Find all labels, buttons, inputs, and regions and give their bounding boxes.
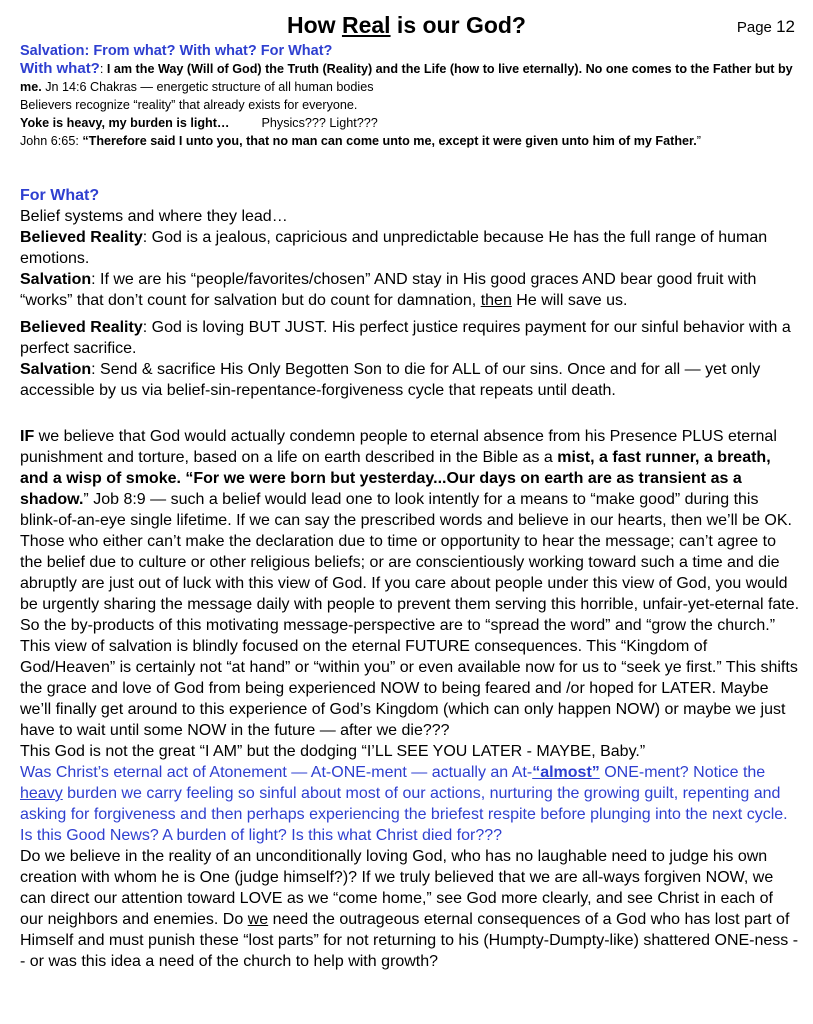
john-quote-end: ”: [696, 134, 701, 148]
with-what-text: I am the Way (Will of God) the Truth (Reality) and the Life (how to live eternally). No one comes to the Father but by me.: [20, 62, 793, 94]
yoke-text: Yoke is heavy, my burden is light…: [20, 116, 230, 130]
for-what-heading: For What?: [20, 187, 100, 204]
s1-text-a: : If we are his “people/favorites/chosen” AND stay in His good graces AND bear good fruit with “works” that don’t count for salvation but do count for damnation,: [20, 271, 757, 309]
for-what-section: [20, 185, 800, 401]
page-number-value: 12: [776, 17, 795, 36]
s2-label: Salvation: [20, 361, 92, 378]
belief-systems-line: Belief systems and where they lead…: [20, 208, 288, 225]
if-paragraph: [20, 426, 800, 636]
br1-label: Believed Reality: [20, 229, 143, 246]
with-what-label: With what?: [20, 60, 100, 77]
we-emphasis: we: [247, 911, 269, 928]
if-text-b: ” Job 8:9 — such a belief would lead one to look intently for a means to “make good” during this blink-of-an-eye single lifetime. If we can say the prescribed words and believe in our hearts, then we’ll be OK. Those who either can’t make the declaration due to time or opportunity to hear the message; can’t agree to the belief due to culture or other religious beliefs; or are conscientiously working toward such a time and die abruptly are just out of luck with this view of God. If you care about people under this view of God, you would be urgently sharing the message daily with people to prevent them serving this horrible, unfair-yet-eternal fate. So the by-products of this motivating message-perspective are to “spread the word” and “grow the church.”: [20, 491, 800, 634]
if-bold: mist, a fast runner, a breath, and a wisp of smoke. “For we were born but yesterday...Our days on earth are as transient as a shadow.: [20, 449, 771, 508]
atonement-text-c: burden we carry feeling so sinful about most of our actions, nurturing the growing guilt, repenting and asking for forgiveness and then perhaps experiencing the briefest respite before plunging into the next cycle. Is this Good News? A burden of light? Is this what Christ died for???: [20, 785, 788, 844]
atonement-text-b: ONE-ment? Notice the: [599, 764, 766, 781]
title-prefix: How: [287, 12, 342, 38]
with-what-paragraph: [20, 60, 800, 96]
intro-section: [20, 43, 800, 150]
p5-text-b: need the outrageous eternal consequences of a God who has lost part of Himself and must punish these “lost parts” for not returning to his (Humpty-Dumpty-like) shattered ONE-ness -- or was this idea a need of the church to help with growth?: [20, 911, 799, 970]
yoke-line: [20, 114, 800, 132]
heavy-emphasis: heavy: [20, 785, 63, 802]
s2-text: : Send & sacrifice His Only Begotten Son to die for ALL of our sins. Once and for all — yet only accessible by us via belief-sin-repentance-forgiveness cycle that repeats until death.: [20, 361, 761, 399]
i-am-line: This God is not the great “I AM” but the dodging “I’LL SEE YOU LATER - MAYBE, Baby.”: [20, 743, 646, 760]
if-label: IF: [20, 428, 35, 445]
s1-text-b: He will save us.: [511, 292, 628, 309]
title-emphasis: Real: [341, 12, 391, 38]
john-quote-text: “Therefore said I unto you, that no man can come unto me, except it were given unto him of my Father.: [82, 134, 697, 148]
future-paragraph: This view of salvation is blindly focused on the eternal FUTURE consequences. This “Kingdom of God/Heaven” is certainly not “at hand” or “within you” or even available now for us to “seek ye first.” This shifts the grace and love of God from being experienced NOW to being feared and /or hoped for LATER. Maybe we’ll finally get around to this experience of God’s Kingdom (which can only happen NOW) or maybe we just have to wait until some NOW in the future — after we die???: [20, 638, 798, 739]
believed-reality-2: [20, 317, 800, 359]
s1-label: Salvation: [20, 271, 92, 288]
atonement-paragraph: [20, 762, 800, 846]
title-suffix: is our God?: [390, 12, 526, 38]
jn-reference: Jn 14:6 Chakras — energetic structure of all human bodies: [41, 80, 374, 94]
john-quote: [20, 132, 800, 150]
s1-then: then: [480, 292, 512, 309]
atonement-text-a: Was Christ’s eternal act of Atonement — At-ONE-ment — actually an At-: [20, 764, 533, 781]
br2-label: Believed Reality: [20, 319, 143, 336]
almost-emphasis: “almost”: [532, 764, 600, 781]
page-label: Page: [736, 19, 772, 36]
salvation-2: [20, 359, 800, 401]
physics-text: Physics??? Light???: [261, 116, 378, 130]
body-section: [20, 426, 800, 972]
believed-reality-1: [20, 227, 800, 269]
john-ref: John 6:65:: [20, 134, 83, 148]
if-text-a: we believe that God would actually condemn people to eternal absence from his Presence PLUS eternal punishment and torture, based on a life on earth described in the Bible as a: [20, 428, 777, 466]
page-number: [737, 17, 795, 37]
p5-text-a: Do we believe in the reality of an unconditionally loving God, who has no laughable need to judge his own creation with whom he is One (judge himself?)? If we truly believed that we are all-ways forgiven NOW, we can direct our attention toward LOVE as we “come home,” see God more clearly, and see Christ in each of our neighbors and enemies. Do: [20, 848, 774, 928]
salvation-1: [20, 269, 800, 311]
with-what-colon: :: [99, 62, 104, 76]
believers-line: Believers recognize “reality” that already exists for everyone.: [20, 98, 358, 112]
br2-text: : God is loving BUT JUST. His perfect justice requires payment for our sinful behavior with a perfect sacrifice.: [20, 319, 791, 357]
br1-text: : God is a jealous, capricious and unpredictable because He has the full range of human emotions.: [20, 229, 768, 267]
page-title: [0, 12, 813, 39]
salvation-heading: Salvation: From what? With what? For What?: [20, 43, 333, 59]
loving-god-paragraph: [20, 846, 800, 972]
